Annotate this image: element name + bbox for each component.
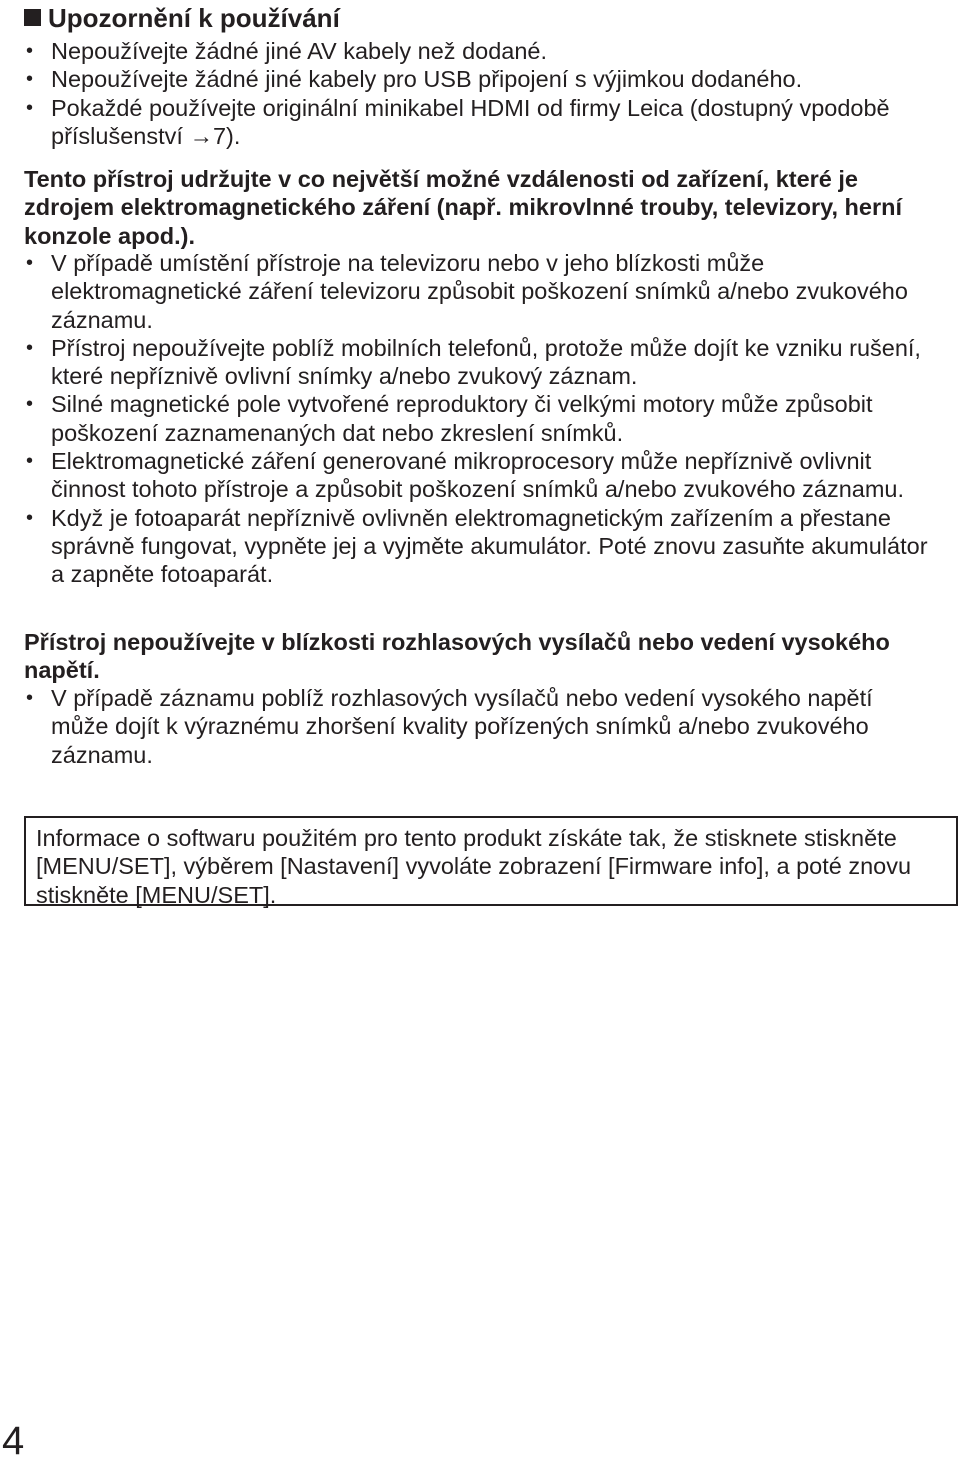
broadcast-warning-bullet-list: [26, 684, 936, 769]
list-item: • Nepoužívejte žádné jiné AV kabely než dodané.: [26, 38, 548, 64]
broadcast-warning-paragraph: Přístroj nepoužívejte v blízkosti rozhlasových vysílačů nebo vedení vysokého napětí.: [24, 629, 890, 684]
software-info-box: [24, 816, 958, 906]
software-info-text: Informace o softwaru použitém pro tento produkt získáte tak, že stisknete stiskněte [MENU/SET], výběrem [Nastavení] vyvoláte zobrazení [Firmware info], a poté znovu stiskněte [MENU/SET].: [36, 825, 912, 908]
list-item: • Nepoužívejte žádné jiné kabely pro USB připojení s výjimkou dodaného.: [26, 66, 803, 93]
bullet-dot-icon: •: [26, 96, 34, 119]
bullet-dot-icon: •: [26, 450, 34, 473]
list-item: • V případě umístění přístroje na televizoru nebo v jeho blízkosti může elektromagnetické záření televizoru způsobit poškození snímků a/nebo zvukového záznamu.: [26, 250, 908, 333]
list-item: • Přístroj nepoužívejte poblíž mobilních telefonů, protože může dojít ke vzniku rušení, které nepříznivě ovlivní snímky a/nebo zvukový záznam.: [26, 334, 921, 390]
square-bullet-icon: [24, 9, 41, 26]
bullet-dot-icon: •: [26, 393, 34, 416]
section-heading: [24, 3, 340, 33]
em-warning-paragraph: Tento přístroj udržujte v co největší možné vzdálenosti od zařízení, které je zdrojem elektromagnetického záření (např. mikrovlnné trouby, televizory, herní konzole apod.).: [24, 166, 902, 249]
list-item: • Elektromagnetické záření generované mikroprocesory může nepříznivě ovlivnit činnost tohoto přístroje a způsobit poškození snímků a/nebo zvukového záznamu.: [26, 448, 905, 503]
list-item: • Když je fotoaparát nepříznivě ovlivněn elektromagnetickým zařízením a přestane správně fungovat, vypněte jej a vyjměte akumulátor. Poté znovu zasuňte akumulátor a zapněte fotoaparát.: [26, 504, 928, 588]
bullet-dot-icon: •: [26, 252, 34, 274]
bullet-dot-icon: •: [26, 336, 34, 359]
page-number: 4: [2, 1419, 25, 1463]
cables-bullet-list: [26, 37, 936, 150]
em-warning-bullet-list: [26, 249, 936, 589]
list-item: • Pokaždé používejte originální minikabel HDMI od firmy Leica (dostupný vpodobě příslušenství →7).: [26, 94, 890, 149]
bullet-dot-icon: •: [26, 40, 34, 62]
list-item: • Silné magnetické pole vytvořené reproduktory či velkými motory může způsobit poškození zaznamenaných dat nebo zkreslení snímků.: [26, 391, 873, 446]
list-item: • V případě záznamu poblíž rozhlasových vysílačů nebo vedení vysokého napětí může dojít k výraznému zhoršení kvality pořízených snímků a/nebo zvukového záznamu.: [26, 685, 873, 768]
section-heading-text: Upozornění k používání: [48, 3, 340, 33]
bullet-dot-icon: •: [26, 687, 34, 709]
bullet-dot-icon: •: [26, 506, 34, 529]
bullet-dot-icon: •: [26, 68, 34, 91]
